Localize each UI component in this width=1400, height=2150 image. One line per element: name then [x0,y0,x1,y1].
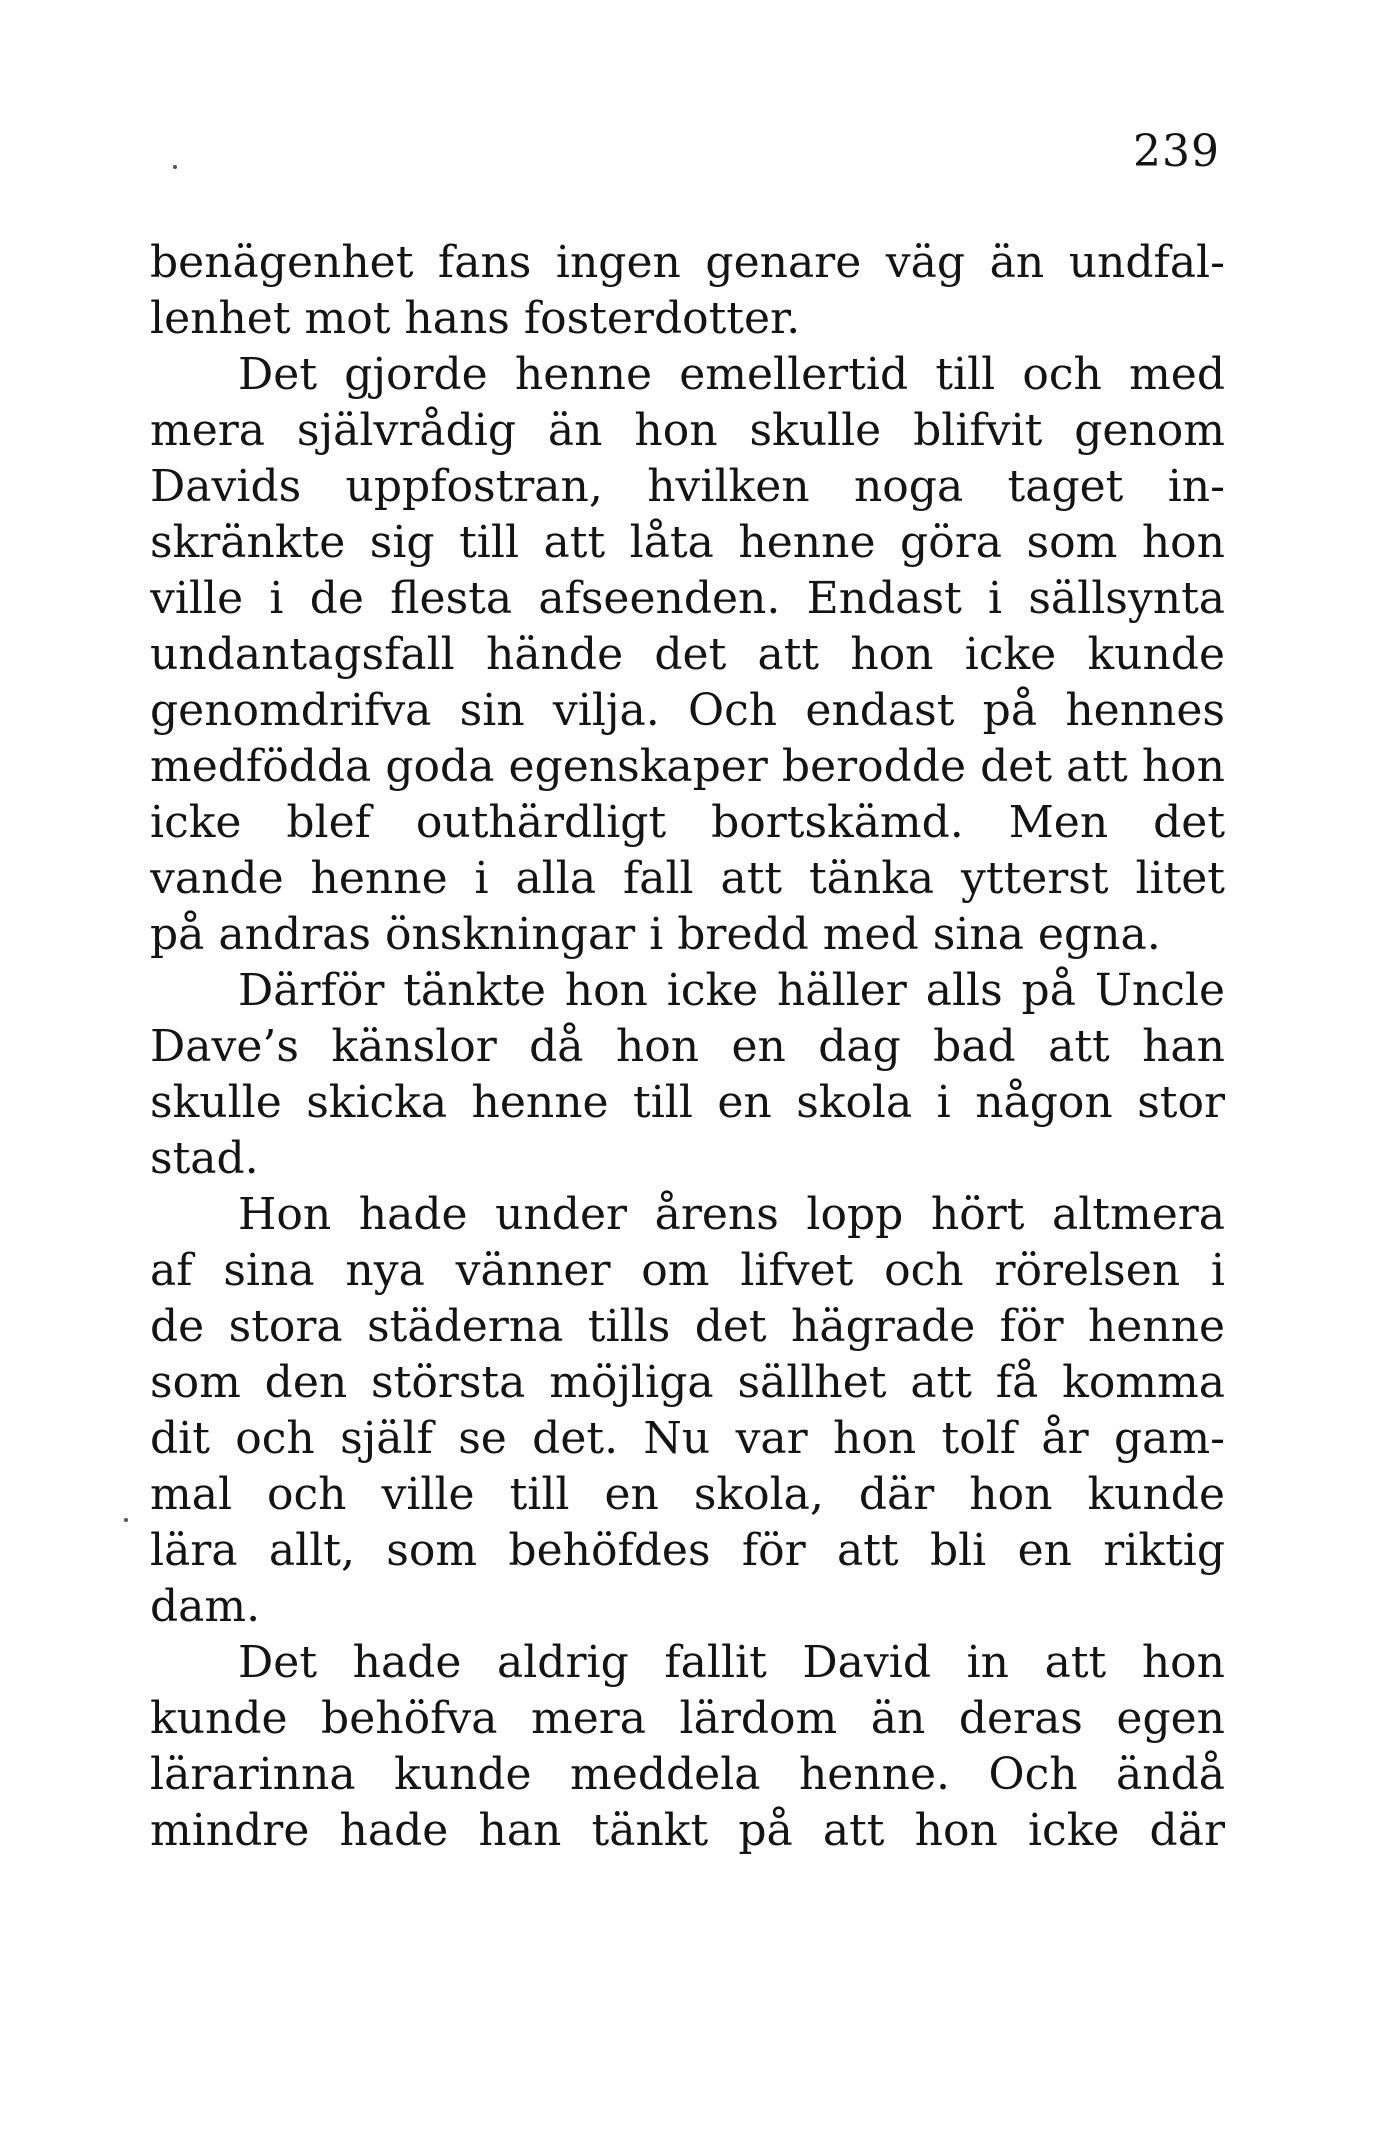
text-line: skulle skicka henne till en skola i någon stor [150,1077,1225,1128]
text-line: Därför tänkte hon icke häller alls på Uncle [238,965,1225,1016]
text-line: genomdrifva sin vilja. Och endast på hennes [150,685,1225,736]
text-line: mal och ville till en skola, där hon kunde [150,1469,1225,1520]
text-line: Det hade aldrig fallit David in att hon [238,1637,1225,1688]
text-line: mera självrådig än hon skulle blifvit genom [150,405,1225,456]
margin-speck-left [124,1518,128,1522]
text-line: stad. [150,1133,259,1184]
text-line: kunde behöfva mera lärdom än deras egen [150,1693,1225,1744]
text-line: Davids uppfostran, hvilken noga taget in- [150,461,1225,512]
body-text [150,235,1225,1859]
text-line: af sina nya vänner om lifvet och rörelsen i [150,1245,1225,1296]
text-line: lärarinna kunde meddela henne. Och ändå [150,1749,1225,1800]
margin-speck-top [173,165,177,169]
text-line: vande henne i alla fall att tänka ytterst litet [150,853,1225,904]
text-line: Det gjorde henne emellertid till och med [238,349,1225,400]
text-line: som den största möjliga sällhet att få komma [150,1357,1225,1408]
text-line: lära allt, som behöfdes för att bli en riktig [150,1525,1225,1576]
text-line: skränkte sig till att låta henne göra som hon [150,517,1225,568]
text-line: dam. [150,1581,261,1632]
text-line: lenhet mot hans fosterdotter. [150,293,801,344]
text-line: Dave’s känslor då hon en dag bad att han [150,1021,1225,1072]
text-line: mindre hade han tänkt på att hon icke där [150,1805,1225,1856]
text-line: undantagsfall hände det att hon icke kunde [150,629,1225,680]
text-line: på andras önskningar i bredd med sina egna. [150,909,1161,960]
text-line: ville i de flesta afseenden. Endast i sällsynta [150,573,1225,624]
text-line: benägenhet fans ingen genare väg än undfal- [150,237,1225,288]
text-line: de stora städerna tills det hägrade för henne [150,1301,1225,1352]
text-line: Hon hade under årens lopp hört altmera [238,1189,1225,1240]
text-line: icke blef outhärdligt bortskämd. Men det [150,797,1225,848]
text-line: medfödda goda egenskaper berodde det att hon [150,741,1225,792]
page-number: 239 [1133,126,1220,177]
text-line: dit och själf se det. Nu var hon tolf år gam- [150,1413,1225,1464]
